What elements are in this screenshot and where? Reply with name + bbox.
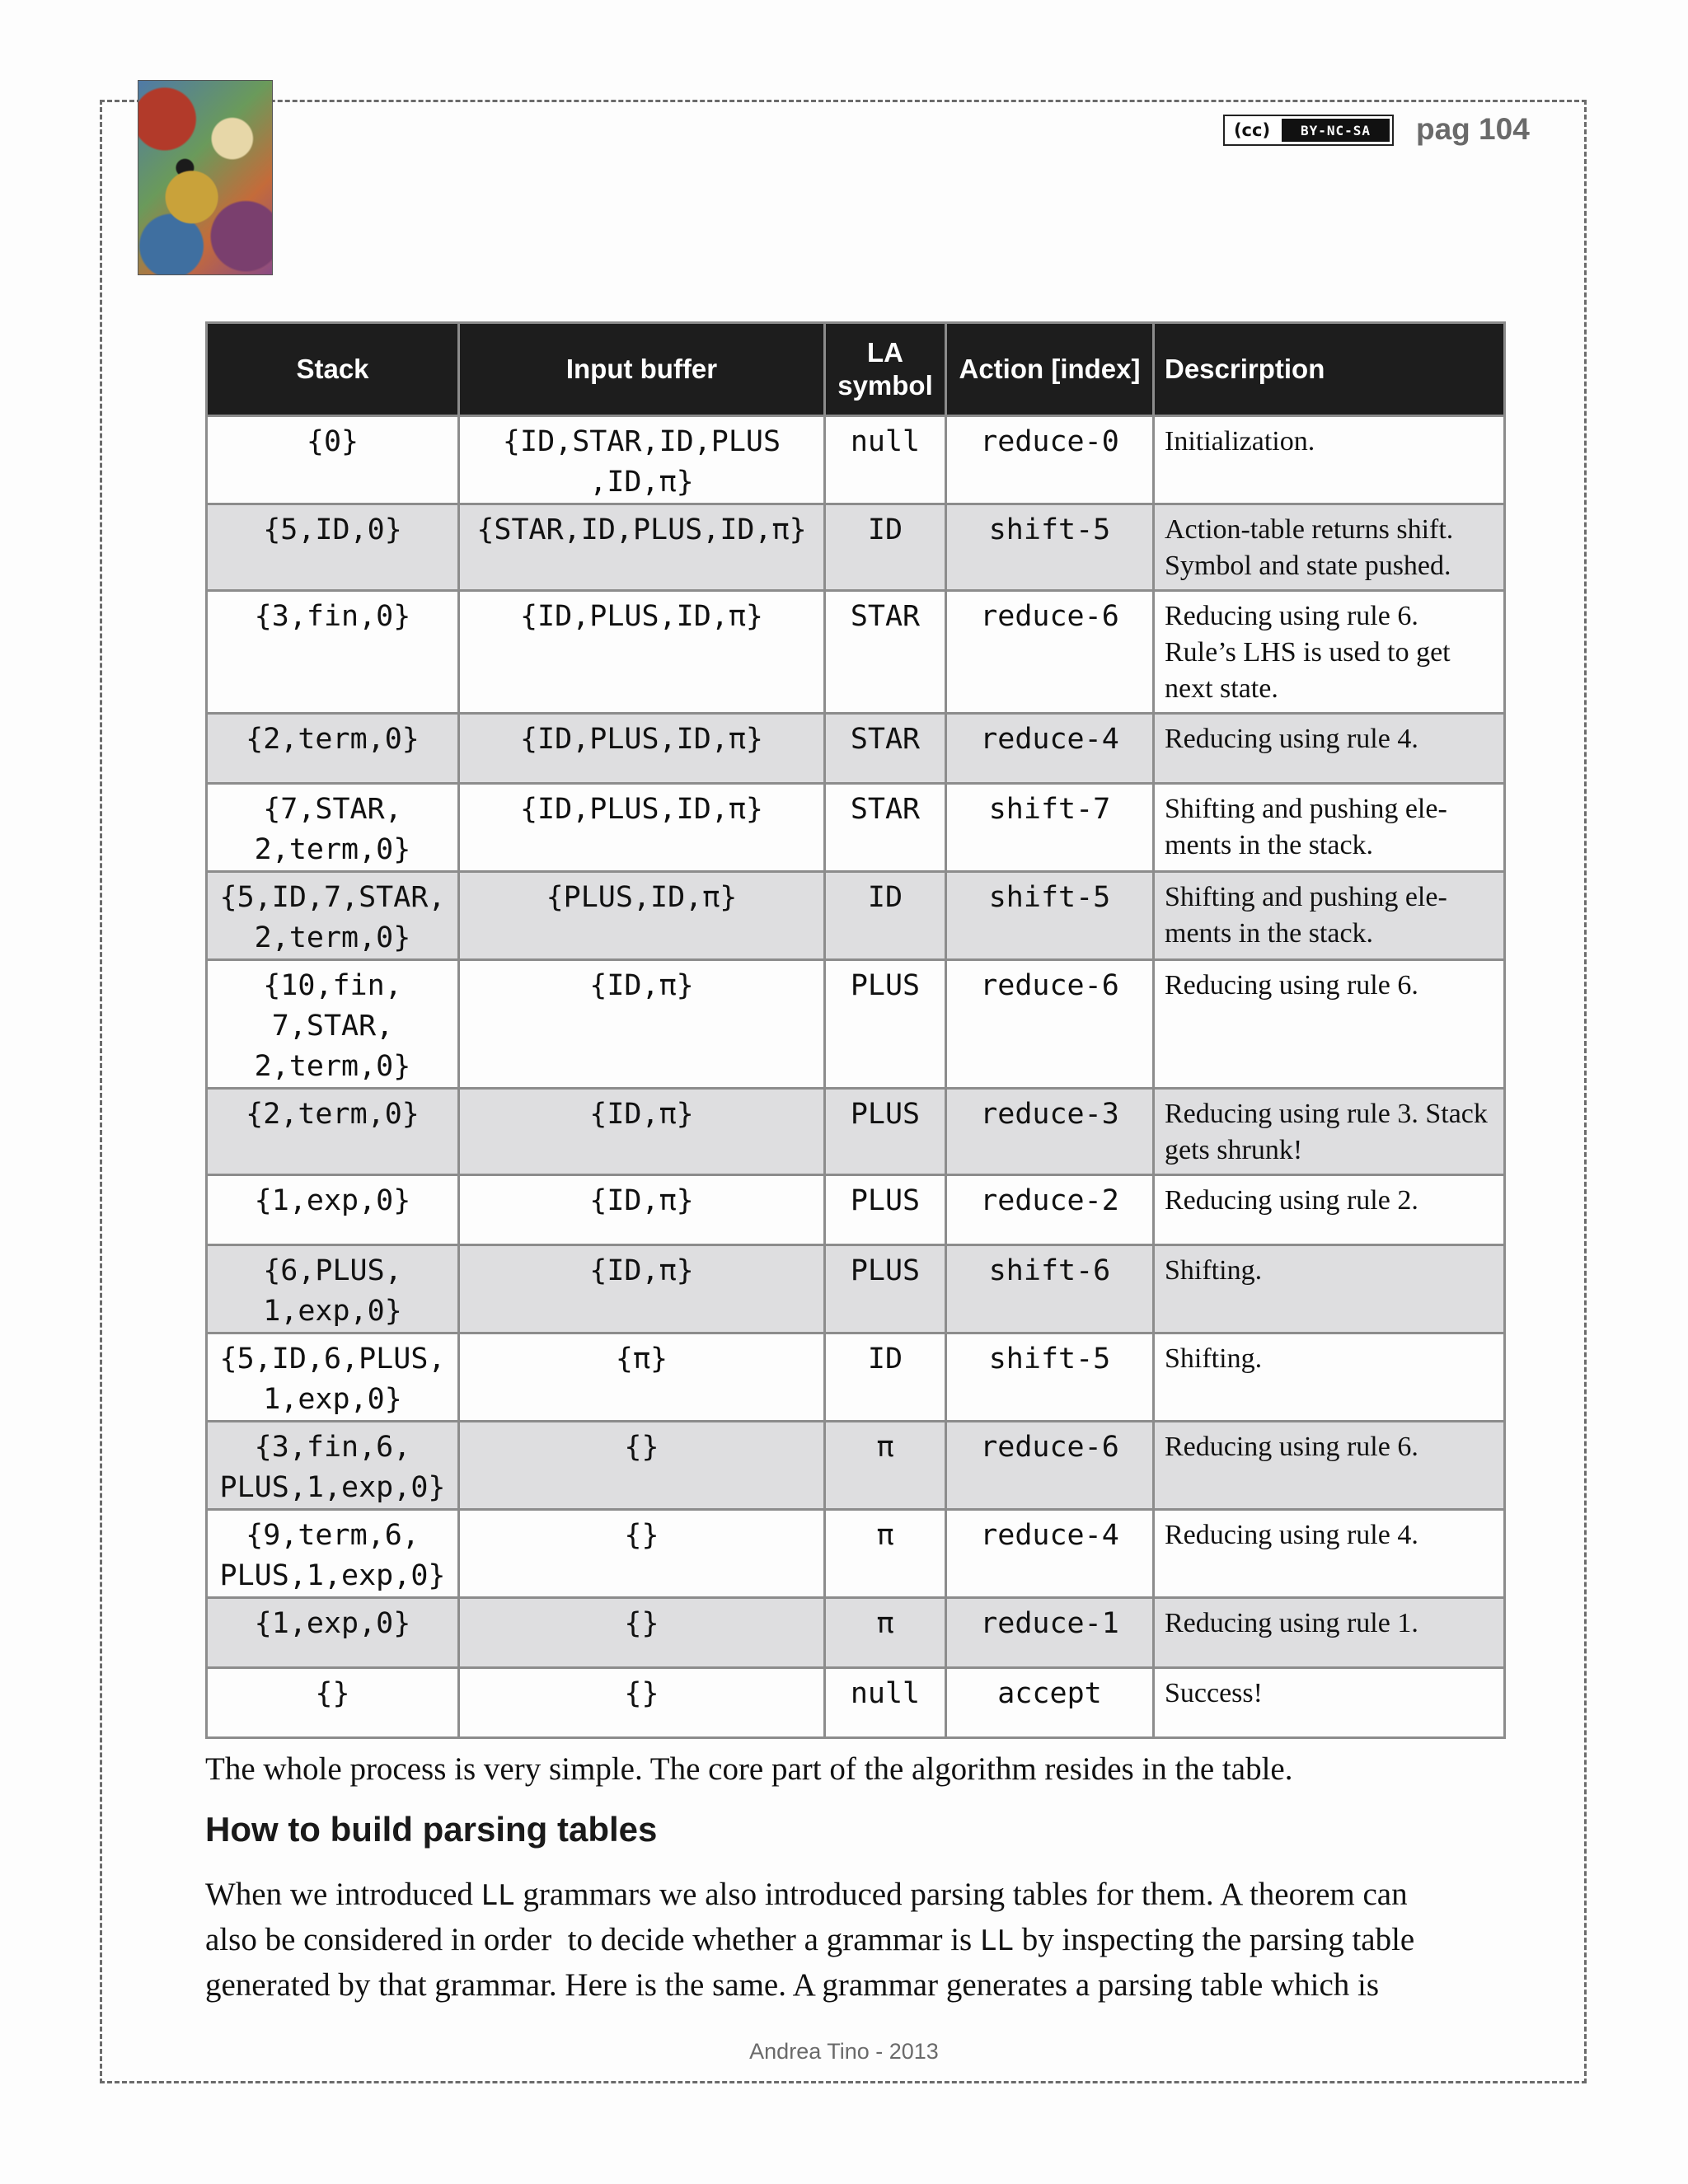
la-symbol-cell: null	[825, 1668, 946, 1738]
col-header-la-symbol	[825, 323, 946, 416]
stack-cell: {10,fin, 7,STAR, 2,term,0}	[207, 960, 459, 1089]
input-buffer-cell: {}	[459, 1422, 825, 1510]
description-cell: Success!	[1154, 1668, 1505, 1738]
action-cell: shift-5	[946, 504, 1154, 591]
table-row	[207, 1175, 1505, 1245]
description-cell: Reducing using rule 6. Rule’s LHS is used to get next state.	[1154, 591, 1505, 714]
table-row	[207, 1510, 1505, 1598]
la-symbol-cell: PLUS	[825, 1175, 946, 1245]
paragraph-line-2	[205, 1918, 1524, 1963]
code-ll: LL	[481, 1879, 515, 1912]
stack-cell: {0}	[207, 416, 459, 504]
paragraph-line-1	[205, 1872, 1524, 1918]
action-cell: accept	[946, 1668, 1154, 1738]
action-cell: reduce-6	[946, 591, 1154, 714]
table-row	[207, 1089, 1505, 1175]
stack-cell: {5,ID,6,PLUS, 1,exp,0}	[207, 1333, 459, 1422]
col-header-action: Action [index]	[946, 323, 1154, 416]
input-buffer-cell: {ID,π}	[459, 1175, 825, 1245]
input-buffer-cell: {ID,PLUS,ID,π}	[459, 591, 825, 714]
la-header-text: LA symbol	[837, 337, 933, 401]
stack-cell: {2,term,0}	[207, 1089, 459, 1175]
cc-icon: (cc)	[1233, 120, 1271, 140]
action-cell: reduce-4	[946, 714, 1154, 784]
action-cell: shift-6	[946, 1245, 1154, 1333]
action-cell: shift-5	[946, 872, 1154, 960]
description-cell: Reducing using rule 4.	[1154, 714, 1505, 784]
description-cell: Reducing using rule 2.	[1154, 1175, 1505, 1245]
action-cell: reduce-6	[946, 1422, 1154, 1510]
input-buffer-cell: {ID,PLUS,ID,π}	[459, 784, 825, 872]
stack-cell: {3,fin,6, PLUS,1,exp,0}	[207, 1422, 459, 1510]
la-symbol-cell: π	[825, 1422, 946, 1510]
la-symbol-cell: STAR	[825, 784, 946, 872]
table-row	[207, 591, 1505, 714]
table-row	[207, 714, 1505, 784]
la-symbol-cell: STAR	[825, 591, 946, 714]
stack-cell: {1,exp,0}	[207, 1598, 459, 1668]
book-cover-image	[138, 80, 273, 275]
stack-cell: {6,PLUS, 1,exp,0}	[207, 1245, 459, 1333]
la-symbol-cell: π	[825, 1598, 946, 1668]
license-badge[interactable]	[1223, 115, 1394, 146]
stack-cell: {5,ID,0}	[207, 504, 459, 591]
description-cell: Reducing using rule 4.	[1154, 1510, 1505, 1598]
page-footer: Andrea Tino - 2013	[749, 2039, 939, 2064]
stack-cell: {9,term,6, PLUS,1,exp,0}	[207, 1510, 459, 1598]
action-cell: reduce-4	[946, 1510, 1154, 1598]
action-cell: reduce-1	[946, 1598, 1154, 1668]
table-row	[207, 960, 1505, 1089]
table-row	[207, 1598, 1505, 1668]
la-symbol-cell: PLUS	[825, 1089, 946, 1175]
parse-trace-table	[205, 321, 1506, 1739]
description-cell: Shifting.	[1154, 1333, 1505, 1422]
table-row	[207, 504, 1505, 591]
description-cell: Reducing using rule 3. Stack gets shrunk!	[1154, 1089, 1505, 1175]
action-cell: reduce-6	[946, 960, 1154, 1089]
table-row	[207, 416, 1505, 504]
description-cell: Action-table returns shift. Symbol and state pushed.	[1154, 504, 1505, 591]
action-cell: shift-5	[946, 1333, 1154, 1422]
input-buffer-cell: {ID,π}	[459, 960, 825, 1089]
table-row	[207, 872, 1505, 960]
input-buffer-cell: {ID,π}	[459, 1245, 825, 1333]
license-label: BY-NC-SA	[1282, 119, 1390, 142]
text-segment: When we introduced	[205, 1877, 481, 1912]
table-header-row	[207, 323, 1505, 416]
la-symbol-cell: PLUS	[825, 1245, 946, 1333]
col-header-input-buffer: Input buffer	[459, 323, 825, 416]
la-symbol-cell: ID	[825, 504, 946, 591]
input-buffer-cell: {ID,STAR,ID,PLUS ,ID,π}	[459, 416, 825, 504]
paragraph-line-3: generated by that grammar. Here is the same. A grammar generates a parsing table which is	[205, 1967, 1380, 2003]
la-symbol-cell: π	[825, 1510, 946, 1598]
description-cell: Shifting and pushing ele- ments in the stack.	[1154, 784, 1505, 872]
stack-cell: {3,fin,0}	[207, 591, 459, 714]
action-cell: reduce-0	[946, 416, 1154, 504]
text-segment: grammars we also introduced parsing tables for them. A theorem can	[514, 1877, 1408, 1912]
stack-cell: {5,ID,7,STAR, 2,term,0}	[207, 872, 459, 960]
description-cell: Shifting.	[1154, 1245, 1505, 1333]
action-cell: reduce-3	[946, 1089, 1154, 1175]
action-cell: reduce-2	[946, 1175, 1154, 1245]
input-buffer-cell: {STAR,ID,PLUS,ID,π}	[459, 504, 825, 591]
text-segment: also be considered in order to decide whether a grammar is	[205, 1922, 980, 1957]
table-row	[207, 1245, 1505, 1333]
table-row	[207, 1668, 1505, 1738]
paragraph-summary: The whole process is very simple. The core part of the algorithm resides in the table.	[205, 1751, 1293, 1787]
la-symbol-cell: null	[825, 416, 946, 504]
table-row	[207, 1333, 1505, 1422]
description-cell: Reducing using rule 1.	[1154, 1598, 1505, 1668]
input-buffer-cell: {}	[459, 1668, 825, 1738]
la-symbol-cell: PLUS	[825, 960, 946, 1089]
section-heading: How to build parsing tables	[205, 1810, 658, 1849]
table-body	[207, 416, 1505, 1738]
stack-cell: {2,term,0}	[207, 714, 459, 784]
description-cell: Initialization.	[1154, 416, 1505, 504]
table-row	[207, 1422, 1505, 1510]
input-buffer-cell: {π}	[459, 1333, 825, 1422]
la-symbol-cell: STAR	[825, 714, 946, 784]
stack-cell: {7,STAR, 2,term,0}	[207, 784, 459, 872]
stack-cell: {1,exp,0}	[207, 1175, 459, 1245]
input-buffer-cell: {}	[459, 1598, 825, 1668]
description-cell: Reducing using rule 6.	[1154, 960, 1505, 1089]
description-cell: Shifting and pushing ele- ments in the stack.	[1154, 872, 1505, 960]
col-header-description: Descrirption	[1154, 323, 1505, 416]
text-segment: by inspecting the parsing table	[1013, 1922, 1415, 1957]
la-symbol-cell: ID	[825, 1333, 946, 1422]
code-ll: LL	[979, 1924, 1014, 1957]
action-cell: shift-7	[946, 784, 1154, 872]
table-row	[207, 784, 1505, 872]
input-buffer-cell: {PLUS,ID,π}	[459, 872, 825, 960]
paragraph-parsing-tables	[205, 1872, 1524, 2007]
col-header-stack: Stack	[207, 323, 459, 416]
input-buffer-cell: {ID,π}	[459, 1089, 825, 1175]
stack-cell: {}	[207, 1668, 459, 1738]
description-cell: Reducing using rule 6.	[1154, 1422, 1505, 1510]
input-buffer-cell: {}	[459, 1510, 825, 1598]
page-number: pag 104	[1416, 112, 1530, 146]
input-buffer-cell: {ID,PLUS,ID,π}	[459, 714, 825, 784]
la-symbol-cell: ID	[825, 872, 946, 960]
